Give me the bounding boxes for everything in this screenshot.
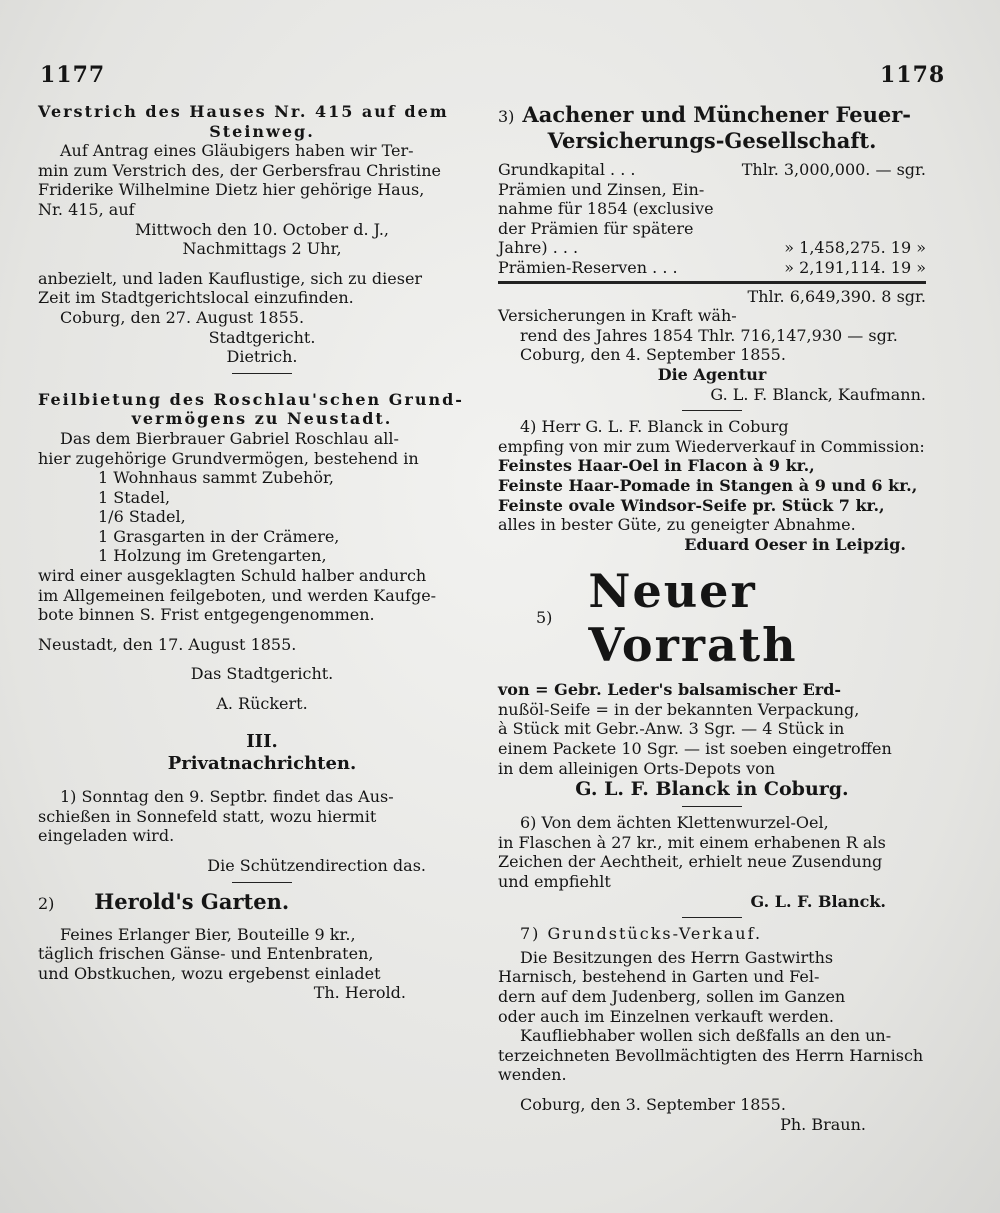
body-line: hier zugehörige Grundvermögen, bestehend in bbox=[38, 448, 419, 468]
separator-rule bbox=[682, 917, 742, 918]
body-line: empfing von mir zum Wiederverkauf in Commission: bbox=[498, 436, 925, 456]
body-line: im Allgemeinen feilgeboten, und werden Kaufge- bbox=[38, 585, 437, 605]
insurance-notice bbox=[498, 102, 926, 411]
body-line: rend des Jahres 1854 Thlr. 716,147,930 — sgr. bbox=[520, 325, 898, 345]
notice-title: Feilbietung des Roschlau'schen Grund- bbox=[38, 389, 464, 409]
product-line: Feinste Haar-Pomade in Stangen à 9 und 6 kr., bbox=[498, 475, 918, 495]
body-line: Feines Erlanger Bier, Bouteille 9 kr., bbox=[60, 924, 356, 944]
signature: Ph. Braun. bbox=[780, 1114, 866, 1134]
body-line: oder auch im Einzelnen verkauft werden. bbox=[498, 1006, 834, 1026]
body-line: 1) Sonntag den 9. Septbr. findet das Aus- bbox=[60, 787, 394, 807]
body-line: Kaufliebhaber wollen sich deßfalls an den un- bbox=[520, 1026, 892, 1046]
body-line: à Stück mit Gebr.-Anw. 3 Sgr. — 4 Stück in bbox=[498, 719, 845, 739]
body-line: Nr. 415, auf bbox=[38, 199, 135, 219]
shooting-notice bbox=[38, 787, 486, 882]
notice-title: Herold's Garten. bbox=[94, 888, 290, 914]
property-item: 1 Holzung im Gretengarten, bbox=[98, 546, 327, 566]
left-column bbox=[38, 102, 486, 1003]
property-item: 1/6 Stadel, bbox=[98, 507, 186, 527]
notice-title: Steinweg. bbox=[209, 121, 315, 141]
separator-rule bbox=[682, 806, 742, 807]
property-item: 1 Stadel, bbox=[98, 487, 171, 507]
signature: Th. Herold. bbox=[313, 983, 406, 1003]
notice-title: Neuer Vorrath bbox=[588, 564, 798, 673]
notice-title: vermögens zu Neustadt. bbox=[131, 409, 393, 429]
finance-row: der Prämien für spätere bbox=[498, 218, 694, 238]
place-date: Coburg, den 4. September 1855. bbox=[520, 345, 786, 365]
notice-title: 7) Grundstücks-Verkauf. bbox=[520, 924, 763, 944]
body-line: Friderike Wilhelmine Dietz hier gehörige Haus, bbox=[38, 180, 425, 200]
notice-title: Verstrich des Hauses Nr. 415 auf dem bbox=[38, 102, 449, 121]
notice-title: Aachener und Münchener Feuer- bbox=[522, 102, 912, 127]
property-item: 1 Grasgarten in der Crämere, bbox=[98, 526, 340, 546]
page-number-right: 1178 bbox=[880, 62, 946, 88]
body-line: und empfiehlt bbox=[498, 872, 611, 892]
authority: Stadtgericht. bbox=[208, 327, 316, 347]
agent: G. L. F. Blanck, Kaufmann. bbox=[710, 384, 926, 404]
burdock-oil-notice bbox=[498, 813, 926, 918]
body-line: schießen in Sonnefeld statt, wozu hiermit bbox=[38, 806, 377, 826]
body-line: terzeichneten Bevollmächtigten des Herrn Harnisch bbox=[498, 1045, 924, 1065]
place-date: Neustadt, den 17. August 1855. bbox=[38, 634, 297, 654]
signature: Dietrich. bbox=[226, 347, 298, 367]
body-line: Das dem Bierbrauer Gabriel Roschlau all- bbox=[60, 428, 399, 448]
body-line: min zum Verstrich des, der Gerbersfrau Christine bbox=[38, 160, 441, 180]
total-rule bbox=[498, 281, 926, 284]
body-line: einem Packete 10 Sgr. — ist soeben eingetroffen bbox=[498, 739, 892, 759]
herold-garden-notice bbox=[38, 889, 486, 1003]
body-line: Versicherungen in Kraft wäh- bbox=[498, 306, 737, 326]
body-line: bote binnen S. Frist entgegengenommen. bbox=[38, 605, 375, 625]
notice-number: 3) bbox=[498, 107, 515, 126]
body-line: Zeichen der Aechtheit, erhielt neue Zusendung bbox=[498, 852, 883, 872]
product-line: Feinste ovale Windsor-Seife pr. Stück 7 kr., bbox=[498, 495, 885, 515]
body-line: Auf Antrag eines Gläubigers haben wir Ter- bbox=[60, 141, 414, 161]
body-line: Zeit im Stadtgerichtslocal einzufinden. bbox=[38, 288, 354, 308]
time-line: Nachmittags 2 Uhr, bbox=[182, 239, 342, 259]
body-line: dern auf dem Judenberg, sollen im Ganzen bbox=[498, 987, 846, 1006]
separator-rule bbox=[232, 882, 292, 883]
notice-title: Versicherungs-Gesellschaft. bbox=[547, 128, 877, 153]
body-line: täglich frischen Gänse- und Entenbraten, bbox=[38, 944, 374, 964]
hair-products-notice bbox=[498, 417, 926, 554]
product-line: Feinstes Haar-Oel in Flacon à 9 kr., bbox=[498, 456, 815, 476]
authority: Das Stadtgericht. bbox=[190, 664, 334, 684]
body-line: Die Besitzungen des Herrn Gastwirths bbox=[520, 947, 834, 967]
notice-number: 2) bbox=[38, 893, 55, 913]
body-line: anbezielt, und laden Kauflustige, sich zu dieser bbox=[38, 268, 423, 288]
place-date: Coburg, den 27. August 1855. bbox=[60, 307, 305, 327]
separator-rule bbox=[232, 373, 292, 374]
agency: Die Agentur bbox=[657, 364, 767, 384]
total-value: Thlr. 6,649,390. 8 sgr. bbox=[747, 286, 926, 306]
body-line: eingeladen wird. bbox=[38, 826, 175, 846]
section-title: Privatnachrichten. bbox=[167, 753, 357, 775]
signature: A. Rückert. bbox=[216, 694, 308, 714]
body-line: in dem alleinigen Orts-Depots von bbox=[498, 758, 776, 778]
signature: Die Schützendirection das. bbox=[207, 856, 426, 875]
finance-row: Prämien-Reserven . . . » 2,191,114. 19 » bbox=[498, 257, 926, 277]
property-sale-notice-2 bbox=[498, 924, 926, 1134]
finance-row: Prämien und Zinsen, Ein- bbox=[498, 179, 705, 199]
page-number-left: 1177 bbox=[40, 62, 106, 88]
depot-line: G. L. F. Blanck in Coburg. bbox=[575, 778, 849, 801]
finance-row: Grundkapital . . . Thlr. 3,000,000. — sgr. bbox=[498, 160, 926, 179]
section-numeral: III. bbox=[246, 730, 278, 752]
property-item: 1 Wohnhaus sammt Zubehör, bbox=[98, 468, 334, 488]
property-sale-notice bbox=[38, 390, 486, 714]
body-line: wenden. bbox=[498, 1065, 567, 1085]
body-line: alles in bester Güte, zu geneigter Abnahme. bbox=[498, 515, 856, 535]
body-line: nußöl-Seife = in der bekannten Verpackung, bbox=[498, 699, 860, 719]
body-line: 4) Herr G. L. F. Blanck in Coburg bbox=[520, 417, 789, 437]
house-sale-notice bbox=[38, 102, 486, 374]
separator-rule bbox=[682, 410, 742, 411]
new-stock-notice bbox=[498, 564, 926, 807]
body-line: 6) Von dem ächten Klettenwurzel-Oel, bbox=[520, 813, 829, 833]
notice-number: 5) bbox=[536, 608, 553, 628]
signature: G. L. F. Blanck. bbox=[750, 891, 886, 911]
signature: Eduard Oeser in Leipzig. bbox=[684, 534, 906, 554]
body-line: von = Gebr. Leder's balsamischer Erd- bbox=[498, 680, 842, 700]
body-line: und Obstkuchen, wozu ergebenst einladet bbox=[38, 963, 381, 983]
body-line: wird einer ausgeklagten Schuld halber andurch bbox=[38, 566, 427, 586]
place-date: Coburg, den 3. September 1855. bbox=[520, 1094, 786, 1114]
date-line: Mittwoch den 10. October d. J., bbox=[134, 219, 389, 239]
finance-row: nahme für 1854 (exclusive bbox=[498, 199, 714, 219]
body-line: Harnisch, bestehend in Garten und Fel- bbox=[498, 967, 820, 987]
body-line: in Flaschen à 27 kr., mit einem erhabenen R als bbox=[498, 832, 886, 852]
right-column bbox=[498, 102, 926, 1134]
finance-row: Jahre) . . . » 1,458,275. 19 » bbox=[498, 238, 926, 258]
